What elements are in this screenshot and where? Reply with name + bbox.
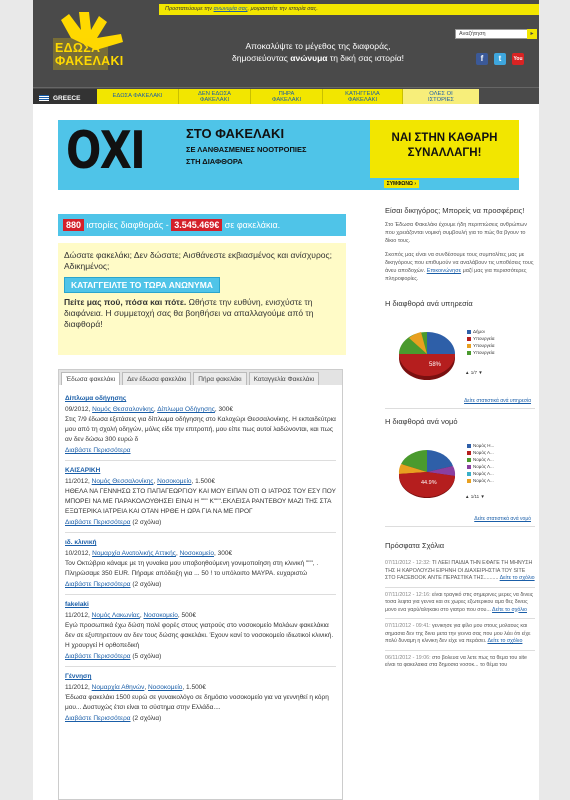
chart2-stats-link[interactable]: Δείτε στατιστικά ανά νομό (474, 516, 531, 522)
banner-right-text: ΝΑΙ ΣΤΗΝ ΚΑΘΑΡΗ ΣΥΝΑΛΛΑΓΗ! (370, 120, 519, 178)
story-item (65, 595, 336, 667)
callout-question: Δώσατε φακελάκι; Δεν δώσατε; Αισθάνεστε εκβιασμένος και ανίσχυρος; Αδικημένος; (64, 250, 332, 271)
lawyer-title: Είσαι δικηγόρος; Μπορείς να προσφέρεις! (385, 206, 525, 215)
story-category-link[interactable]: Νοσοκομείο (143, 612, 178, 619)
stories-count-badge: 880 (63, 219, 84, 231)
story-title[interactable]: Γέννηση (65, 673, 92, 680)
view-comment-link[interactable]: Δείτε το σχόλιο (492, 606, 527, 613)
chart1-pager[interactable]: ▲ 1/7 ▼ (465, 370, 483, 375)
search-input[interactable]: Αναζήτηση ▸ (455, 29, 537, 39)
story-region-link[interactable]: Νομαρχία Ανατολικής Αττικής (92, 550, 176, 557)
story-category-link[interactable]: Νοσοκομείο (157, 478, 192, 485)
stories-tabs (59, 370, 342, 385)
lawyer-text-2: Σκοπός μας είναι να συνδέσουμε τους συμπολίτες μας με δικηγόρους που επιθυμούν να αναλάβουν τις υποθέσεις τους άνευ αποδοχών. Επικοινώνησε μαζί μας για περισσότερες πληροφορίες. (385, 252, 534, 282)
legend-item: Νομός Α... (467, 449, 494, 456)
stories-stats: 880 ιστορίες διαφθοράς - 3.545.469€ σε φακελάκια. (58, 214, 346, 236)
view-comment-link[interactable]: Δείτε το σχόλιο (487, 638, 523, 644)
legend-item: Νομός Η... (467, 442, 494, 449)
comments-count: (2 σχόλια) (130, 581, 162, 588)
amount-badge: 3.545.469€ (171, 219, 222, 231)
chart1-title: Η διαφθορά ανά υπηρεσία (385, 299, 473, 308)
story-region-link[interactable]: Νομός Λακωνίας (91, 612, 140, 619)
lawyer-text: Στο Έδωσα Φακελάκι έχουμε ήδη περιπτώσεις ανθρώπων που χρειάζονται νομική συμβουλή για το πώς θα βγουν το δίκιο τους. (385, 222, 527, 244)
read-more-link[interactable]: Διαβάστε Περισσότερα (65, 715, 131, 722)
tab-edosa[interactable]: Έδωσα φακελάκι (61, 372, 120, 385)
story-body: ΗΘΕΛΑ ΝΑ ΓΕΝΝΗΣΩ ΣΤΟ ΠΑΠΑΓΕΩΡΓΙΟΥ ΚΑΙ ΜΟΥ ΕΙΠΑΝ ΟΤΙ Ο ΙΑΤΡΟΣ ΤΟΥ ΕΣΥ ΠΟΥ ΜΠΟΡΕΙ ΝΑ ΜΕ ΠΑΡΑΚΟΛΟΥΘΗΣΕΙ ΕΙΝΑΙ Η """ Κ""".ΕΚΛΕΙΣΑ ΡΑΝΤΕΒΟΥ ΜΑΖΙ ΤΗΣ ΣΤΑ ΕΞΩΤΕΡΙΚΑ ΙΑΤΡΕΙΑ ΚΑΙ ΟΤΑΝ ΗΡΘΕ Η ΩΡΑ ΓΙΑ ΝΑ ΜΕ ΠΡΟΓ (65, 488, 336, 515)
comments-count: (2 σχόλια) (130, 519, 162, 526)
report-anonymously-button[interactable]: ΚΑΤΑΓΓΕΙΛΤΕ ΤΟ ΤΩΡΑ ΑΝΩΝΥΜΑ (64, 277, 220, 293)
story-meta: 09/2012, Νομός Θεσσαλονίκης, Δίπλωμα Οδήγησης, 300€ (65, 406, 233, 413)
nav-country-greece[interactable]: GREECE (33, 89, 97, 104)
comment-item: 07/11/2012 - 12:32: ΤΙ ΛΕΕΙ ΠΑΙΔΙΑ ΤΗΝ ΕΦΑΓΕ ΤΗ ΜΗΝΥΣΗ ΤΗΣ Η ΚΑΡΟΛΟΥΖΗ ΕΙΡΗΝΗ ΟΙ ΔΙΑΧΕΙΡΗΣΤΙΑ ΤΟΥ SITE ΣΤΟ FACEBOOK ΑΝΤΕ ΠΕΡΑΣΤΙΚΑ ΤΗΣ.......... Δείτε το σχόλιο (385, 556, 535, 588)
header (33, 0, 539, 87)
story-title[interactable]: ιδ. κλινική (65, 539, 97, 546)
banner-big-text: ΟΧΙ (66, 121, 145, 181)
callout-text: Πείτε μας πού, πόσα και πότε. Ωθήστε την ευθύνη, ενισχύστε τη διαφάνεια. Η συμμετοχή σας θα βοηθήσει να απαλλαγούμε από τη διαφθορά! (64, 297, 314, 329)
comment-item: 06/11/2012 - 19:06: στο βολευα να λετε πως τα θεμα του site είναι τα φακελακια στα δημοσια νοσοκ... το θέμα του (385, 654, 527, 668)
nav-oles-istories[interactable]: ΟΛΕΣ ΟΙ ΙΣΤΟΡΙΕΣ (403, 89, 479, 104)
legend-item: Νομός Α... (467, 456, 494, 463)
story-meta: 10/2012, Νομαρχία Ανατολικής Αττικής, Νοσοκομείο, 300€ (65, 550, 233, 557)
top-strip: Προστατεύουμε την ανωνυμία σας, μοιραστείτε την ιστορία σας. (159, 4, 539, 15)
view-comment-link[interactable]: Δείτε το σχόλιο (499, 575, 535, 581)
stories-list (59, 385, 342, 732)
comment-item: 07/11/2012 - 09:41: γενικησε για φίλο μου στους μολαους και σημασια δεν της δινει μετα την γεννα σας που μου λέει ότι είχε πολύ δυναμη η κλινικη δεν είχε να περάσει. Δείτε το σχόλιο (385, 619, 535, 651)
anonymity-link[interactable]: ανωνυμία σας (213, 6, 248, 12)
agree-button[interactable]: ΣΥΜΦΩΝΩ › (384, 180, 419, 188)
recent-comments-list (385, 556, 535, 674)
facebook-icon[interactable]: f (476, 53, 488, 65)
stories-panel (58, 369, 343, 800)
legend-item: Υπουργεία (467, 335, 494, 342)
story-category-link[interactable]: Νοσοκομείο (147, 684, 183, 691)
search-button[interactable]: ▸ (527, 29, 537, 39)
story-region-link[interactable]: Νομαρχία Αθηνών (91, 684, 145, 691)
right-sidebar (385, 206, 535, 674)
page (33, 0, 539, 800)
story-title[interactable]: ΚΑΙΣΑΡΙΚΗ (65, 467, 101, 474)
tagline: Αποκαλύψτε το μέγεθος της διαφοράς, δημοσιεύοντας ανώνυμα τη δική σας ιστορία! (232, 41, 404, 63)
chart1-percent: 58% (429, 362, 442, 368)
nav-den-edosa[interactable]: ΔΕΝ ΕΔΩΣΑ ΦΑΚΕΛΑΚΙ (179, 89, 251, 104)
story-meta: 11/2012, Νομός Λακωνίας, Νοσοκομείο, 500€ (65, 612, 196, 619)
chart1-stats-link[interactable]: Δείτε στατιστικά ανά υπηρεσία (464, 398, 531, 404)
story-category-link[interactable]: Νοσοκομείο (179, 550, 214, 557)
story-item (65, 533, 336, 595)
read-more-link[interactable]: Διαβάστε Περισσότερα (65, 447, 131, 454)
comments-count: (5 σχόλια) (130, 653, 162, 660)
read-more-link[interactable]: Διαβάστε Περισσότερα (65, 581, 131, 588)
twitter-icon[interactable]: t (494, 53, 506, 65)
story-item (65, 389, 336, 461)
chart2-percent: 44.9% (421, 480, 437, 486)
tab-pira[interactable]: Πήρα φακελάκι (193, 372, 246, 385)
read-more-link[interactable]: Διαβάστε Περισσότερα (65, 653, 131, 660)
chart-by-service (385, 314, 535, 409)
pie-chart-service (387, 318, 467, 388)
story-category-link[interactable]: Δίπλωμα Οδήγησης (157, 406, 215, 413)
nav-edosa-fakelaki[interactable]: ΕΔΩΣΑ ΦΑΚΕΛΑΚΙ (97, 89, 179, 104)
youtube-icon[interactable]: You (512, 53, 524, 65)
comments-count: (2 σχόλια) (130, 715, 162, 722)
chart-by-prefecture (385, 432, 535, 527)
story-title[interactable]: Δίπλωμα οδήγησης (65, 395, 127, 402)
logo[interactable] (41, 8, 151, 80)
story-region-link[interactable]: Νομός Θεσσαλονίκης (91, 478, 154, 485)
chart2-title: Η διαφθορά ανά νομό (385, 417, 458, 426)
chart1-legend (467, 328, 494, 356)
comment-item: 07/11/2012 - 12:16: είναι τραγικό στις σημερινες μερες να δινεις τοσα λεφτα για γεννα και σε χωρες εξωτερικου αμα θες δινεις μονο ενα γαρύ/αληκακι στο γιατρο που σου... Δείτε το σχόλιο (385, 588, 535, 620)
story-meta: 11/2012, Νομαρχία Αθηνών, Νοσοκομείο, 1.500€ (65, 684, 206, 691)
legend-item: Νομός Λ... (467, 463, 494, 470)
read-more-link[interactable]: Διαβάστε Περισσότερα (65, 519, 131, 526)
legend-item: Υπουργεία (467, 342, 494, 349)
story-body: Στις 7/9 έδωσα εξετάσεις για δίπλωμα οδήγησης στο Καλοχώρι Θεσσαλονίκης. Η εκπαιδεύτρια μου από τη σχολή οδηγών, μόλις είδε την επιτροπή, μου είπε πως αυτοί λαδώνονται, και πως αν δεν δώσω 300 ευρώ δ (65, 416, 336, 443)
tab-katangelia[interactable]: Καταγγελία Φακελάκι (249, 372, 320, 385)
legend-item: Νομός Α... (467, 477, 494, 484)
logo-text: ΕΔΩΣΑ ΦΑΚΕΛΑΚΙ (55, 41, 124, 68)
legend-item: Υπουργεία (467, 349, 494, 356)
story-body: Εγώ προσωπικά έχω δώση πολέ φορές στους γιατρούς στο νοσοκομείο Μολάων φακελάκια δεν σε εξυπηρετουν αν δεν τους δώσης φακελάκι. Έχουν κανί το νοσοκομείο ιδιωτικοί κλινική. Η χρουργεί Η ορθοπεδική (65, 622, 334, 649)
story-item (65, 667, 336, 728)
pie-chart-prefecture (387, 436, 467, 506)
campaign-banner[interactable] (58, 120, 519, 190)
report-callout (58, 243, 346, 355)
story-meta: 11/2012, Νομός Θεσσαλονίκης, Νοσοκομείο, 1.500€ (65, 478, 216, 485)
story-item (65, 461, 336, 533)
tab-den-edosa[interactable]: Δεν έδωσα φακελάκι (122, 372, 191, 385)
legend-item: Νομός Α... (467, 470, 494, 477)
recent-comments-title: Πρόσφατα Σχόλια (385, 541, 445, 550)
banner-middle-text: ΣΤΟ ΦΑΚΕΛΑΚΙ ΣΕ ΛΑΝΘΑΣΜΕΝΕΣ ΝΟΟΤΡΟΠΙΕΣ ΣΤΗ ΔΙΑΦΘΟΡΑ (186, 126, 307, 166)
main-nav (33, 87, 539, 104)
greek-flag-icon (39, 95, 49, 101)
chart2-pager[interactable]: ▲ 1/11 ▼ (465, 494, 485, 499)
nav-katangeila[interactable]: ΚΑΤΗΓΓΕΙΛΑ ΦΑΚΕΛΑΚΙ (323, 89, 403, 104)
story-title[interactable]: fakelaki (65, 601, 89, 608)
story-region-link[interactable]: Νομός Θεσσαλονίκης (92, 406, 154, 413)
chart2-legend (467, 442, 494, 484)
nav-pira[interactable]: ΠΗΡΑ ΦΑΚΕΛΑΚΙ (251, 89, 323, 104)
story-body: Έδωσα φακελάκι 1500 ευρώ σε γυναικολόγο σε δημόσιο νοσοκομείο για να γεννηθεί η κόρη μου... Δυστυχώς έτσι είναι το σύστημα στην Ελλάδα.... (65, 694, 329, 711)
story-body: Τον Οκτώβριο κάναμε με τη γυναίκα μου υποβοηθούμενη γονιμοποίηση στη κλινική """, . Πληρώσαμε 350 EUR. Πήραμε απόδειξη για ... 50 ! το υπόλοιπο ΜΑΥΡΑ. ευχαριστώ (65, 560, 319, 577)
contact-link[interactable]: Επικοινώνησε (426, 268, 462, 274)
legend-item: Δήμοι (467, 328, 494, 335)
